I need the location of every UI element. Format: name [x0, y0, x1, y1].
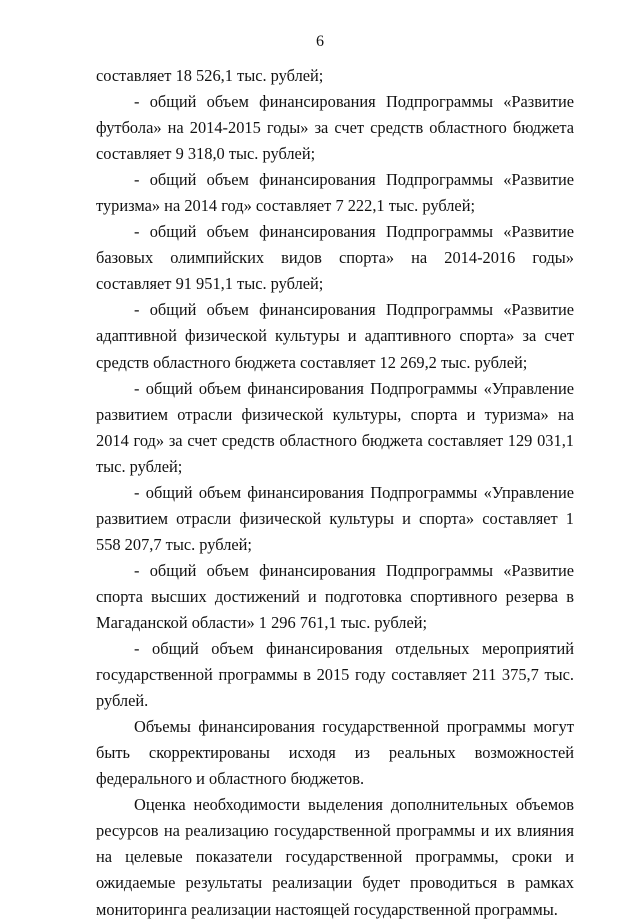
paragraph-separate-measures-funding: - общий объем финансирования отдельных мероприятий государственной программы в 2015 году составляет 211 375,7 тыс. рублей.: [96, 639, 574, 711]
paragraph-continuation: составляет 18 526,1 тыс. рублей;: [96, 66, 324, 85]
document-body: [96, 63, 574, 923]
paragraph-high-achievement-sport-funding: - общий объем финансирования Подпрограммы «Развитие спорта высших достижений и подготовка спортивного резерва в Магаданской области» 1 296 761,1 тыс. рублей;: [96, 560, 574, 632]
paragraph-olympic-sports-funding: - общий объем финансирования Подпрограммы «Развитие базовых олимпийских видов спорта» на 2014-2016 годы» составляет 91 951,1 тыс. рублей;: [96, 222, 574, 294]
paragraph-tourism-funding: - общий объем финансирования Подпрограммы «Развитие туризма» на 2014 год» составляет 7 222,1 тыс. рублей;: [96, 170, 574, 216]
page-number: 6: [316, 33, 324, 50]
paragraph-adaptive-sport-funding: - общий объем финансирования Подпрограммы «Развитие адаптивной физической культуры и адаптивного спорта» за счет средств областного бюджета составляет 12 269,2 тыс. рублей;: [96, 300, 574, 372]
paragraph-football-funding: - общий объем финансирования Подпрограммы «Развитие футбола» на 2014-2015 годы» за счет средств областного бюджета составляет 9 318,0 тыс. рублей;: [96, 92, 574, 164]
paragraph-assessment: Оценка необходимости выделения дополнительных объемов ресурсов на реализацию государственной программы и их влияния на целевые показатели государственной программы, сроки и ожидаемые результаты реализации будет проводиться в рамках мониторинга реализации настоящей государственной программы.: [96, 795, 574, 919]
paragraph-funding-adjustment: Объемы финансирования государственной программы могут быть скорректированы исходя из реальных возможностей федерального и областного бюджетов.: [96, 717, 574, 789]
paragraph-management-funding: - общий объем финансирования Подпрограммы «Управление развитием отрасли физической культуры и спорта» составляет 1 558 207,7 тыс. рублей;: [96, 482, 574, 554]
paragraph-management-2014-funding: - общий объем финансирования Подпрограммы «Управление развитием отрасли физической культуры, спорта и туризма» на 2014 год» за счет средств областного бюджета составляет 129 031,1 тыс. рублей;: [96, 378, 574, 476]
